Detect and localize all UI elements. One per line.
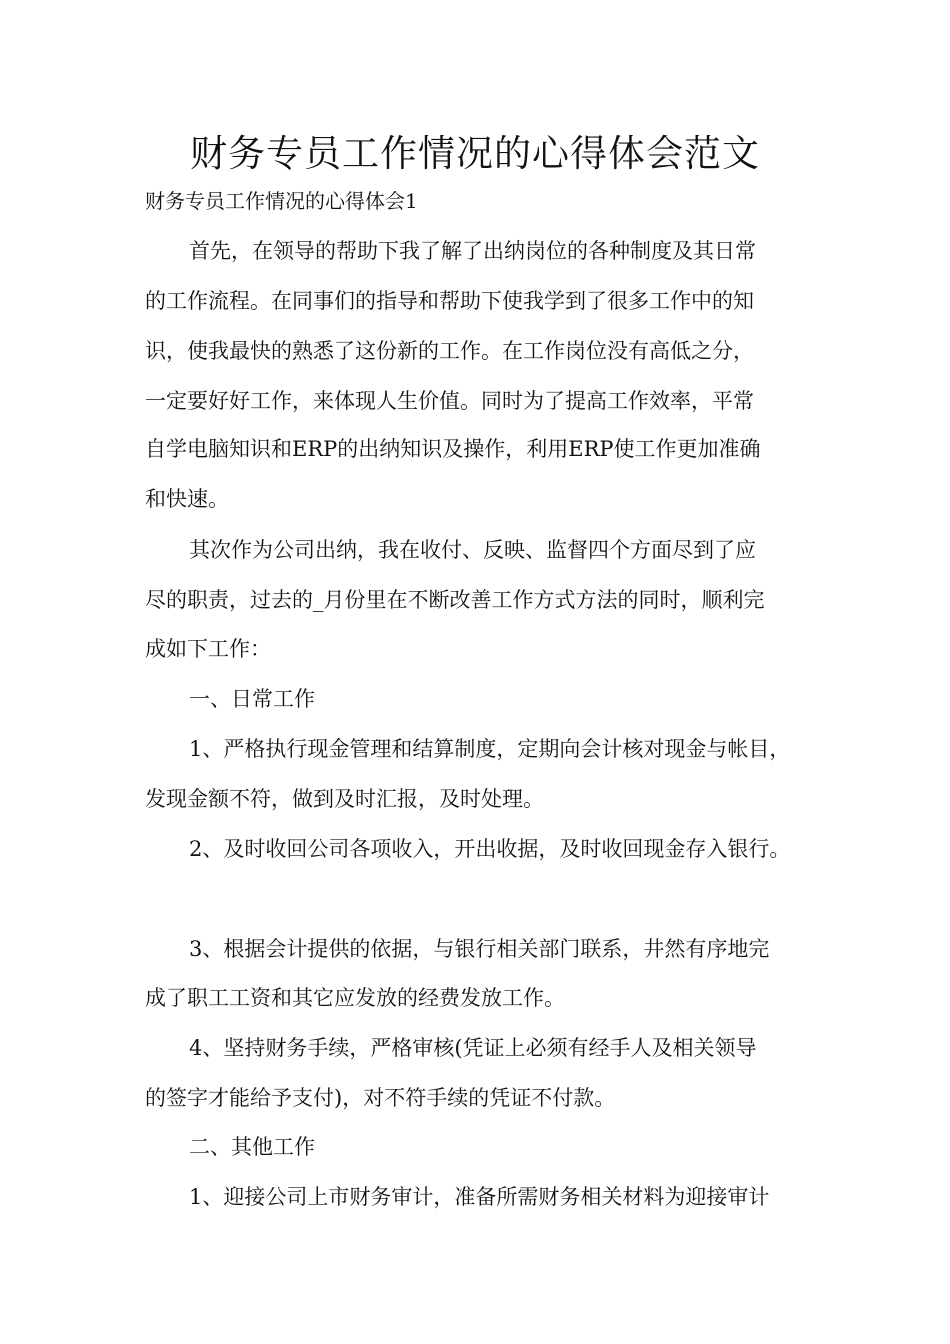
list-item-line: 成了职工工资和其它应发放的经费发放工作。	[145, 986, 565, 1010]
paragraph-line: 其次作为公司出纳，我在收付、反映、监督四个方面尽到了应	[189, 538, 756, 562]
list-item-line: 发现金额不符，做到及时汇报，及时处理。	[145, 787, 544, 811]
list-item-line: 3、根据会计提供的依据，与银行相关部门联系，井然有序地完	[189, 937, 770, 961]
list-item-line: 2、及时收回公司各项收入，开出收据，及时收回现金存入银行。	[189, 837, 791, 861]
paragraph-line: 和快速。	[145, 487, 229, 511]
paragraph-line: 自学电脑知识和ERP的出纳知识及操作，利用ERP使工作更加准确	[145, 437, 761, 461]
section-heading: 财务专员工作情况的心得体会1	[145, 189, 418, 213]
list-item-line: 的签字才能给予支付)，对不符手续的凭证不付款。	[145, 1086, 616, 1110]
paragraph-line: 首先，在领导的帮助下我了解了出纳岗位的各种制度及其日常	[189, 239, 756, 263]
paragraph-line: 尽的职责，过去的_月份里在不断改善工作方式方法的同时，顺利完	[145, 588, 765, 612]
paragraph-line: 识，使我最快的熟悉了这份新的工作。在工作岗位没有高低之分，	[145, 339, 754, 363]
paragraph-line: 一定要好好工作，来体现人生价值。同时为了提高工作效率，平常	[145, 389, 754, 413]
list-item-line: 1、严格执行现金管理和结算制度，定期向会计核对现金与帐目，	[189, 737, 791, 761]
document-title: 财务专员工作情况的心得体会范文	[190, 132, 760, 175]
list-heading: 一、日常工作	[189, 687, 315, 711]
list-item-line: 1、迎接公司上市财务审计，准备所需财务相关材料为迎接审计	[189, 1185, 770, 1209]
list-item-line: 4、坚持财务手续，严格审核(凭证上必须有经手人及相关领导	[189, 1036, 757, 1060]
list-heading: 二、其他工作	[189, 1135, 315, 1159]
paragraph-line: 成如下工作：	[145, 637, 271, 661]
paragraph-line: 的工作流程。在同事们的指导和帮助下使我学到了很多工作中的知	[145, 289, 754, 313]
